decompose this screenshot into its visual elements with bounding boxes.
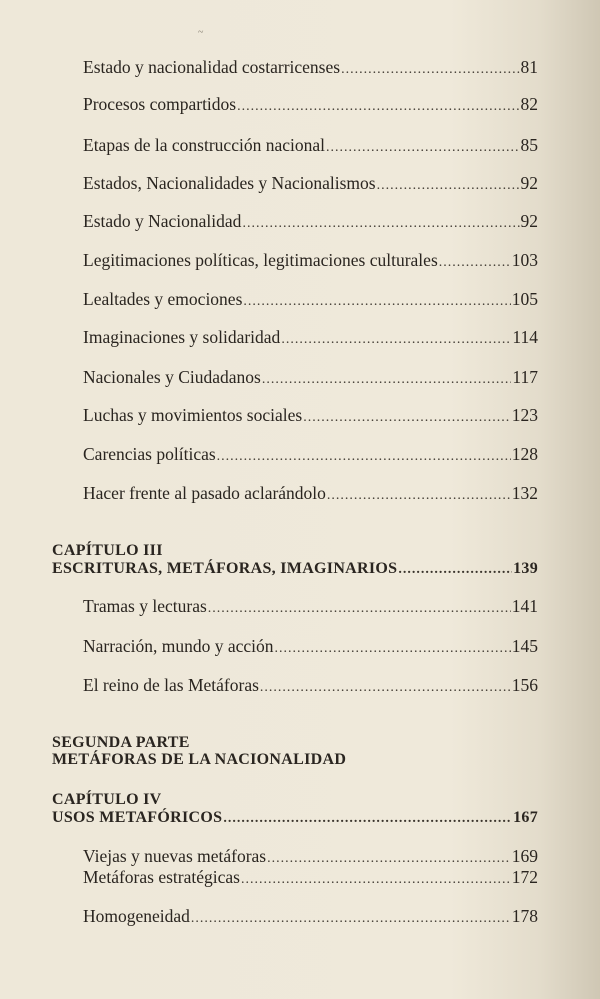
toc-entry-title: Viejas y nuevas metáforas (83, 846, 267, 866)
toc-entry-page: 141 (511, 596, 538, 616)
toc-entry-title: Etapas de la construcción nacional (83, 135, 325, 155)
toc-entry (83, 326, 538, 351)
leader-dots (241, 869, 511, 891)
toc-entry (83, 635, 538, 660)
ink-mark: ~ (198, 27, 204, 38)
toc-entry-page: 82 (520, 94, 538, 114)
chapter-title-entry (52, 807, 538, 830)
toc-entry-title: Luchas y movimientos sociales (83, 405, 303, 425)
toc-entry-title: Estado y Nacionalidad (83, 211, 242, 231)
toc-entry (83, 366, 538, 391)
toc-entry (83, 288, 538, 313)
leader-dots (341, 59, 519, 81)
toc-entry (83, 210, 538, 235)
toc-entry-title: Narración, mundo y acción (83, 636, 274, 656)
toc-entry-page: 145 (511, 636, 538, 656)
toc-entry-title: Lealtades y emociones (83, 289, 243, 309)
part-title: METÁFORAS DE LA NACIONALIDAD (52, 751, 347, 768)
toc-entry-title: Imaginaciones y solidaridad (83, 327, 281, 347)
part-label: SEGUNDA PARTE (52, 734, 190, 751)
leader-dots (303, 407, 511, 429)
toc-entry (83, 93, 538, 118)
leader-dots (281, 329, 511, 351)
toc-entry (83, 249, 538, 274)
leader-dots (243, 291, 510, 313)
toc-entry-page: 103 (511, 250, 538, 270)
toc-entry-page: 172 (511, 867, 538, 887)
leader-dots (377, 175, 520, 197)
toc-entry-title: Metáforas estratégicas (83, 867, 240, 887)
toc-entry-page: 114 (512, 327, 538, 347)
toc-entry-page: 92 (520, 211, 538, 231)
toc-entry-title: Procesos compartidos (83, 94, 237, 114)
chapter-page: 139 (513, 560, 538, 577)
leader-dots (208, 598, 511, 620)
toc-entry-page: 117 (512, 367, 538, 387)
toc-entry (83, 674, 538, 699)
toc-entry-page: 156 (511, 675, 538, 695)
leader-dots (237, 96, 519, 118)
toc-entry-title: Tramas y lecturas (83, 596, 207, 616)
leader-dots (274, 638, 510, 660)
toc-entry-title: Hacer frente al pasado aclarándolo (83, 483, 326, 503)
toc-entry (83, 443, 538, 468)
toc-entry-title: El reino de las Metáforas (83, 675, 259, 695)
toc-entry-title: Nacionales y Ciudadanos (83, 367, 261, 387)
toc-entry-title: Estados, Nacionalidades y Nacionalismos (83, 173, 376, 193)
chapter-title: ESCRITURAS, METÁFORAS, IMAGINARIOS (52, 560, 398, 577)
toc-entry-title: Estado y nacionalidad costarricenses (83, 57, 341, 77)
toc-entry (83, 482, 538, 507)
toc-entry (83, 595, 538, 620)
toc-entry (83, 172, 538, 197)
chapter-page: 167 (513, 809, 538, 826)
leader-dots (262, 369, 512, 391)
chapter-label: CAPÍTULO IV (52, 791, 162, 808)
toc-entry-page: 105 (511, 289, 538, 309)
leader-dots (260, 677, 511, 699)
leader-dots (398, 559, 512, 581)
toc-entry-page: 169 (511, 846, 538, 866)
toc-entry (83, 134, 538, 159)
chapter-label: CAPÍTULO III (52, 542, 163, 559)
toc-entry (83, 56, 538, 81)
leader-dots (223, 808, 512, 830)
toc-entry-page: 92 (520, 173, 538, 193)
chapter-title: USOS METAFÓRICOS (52, 809, 223, 826)
leader-dots (242, 213, 519, 235)
toc-entry (83, 866, 538, 891)
toc-entry-page: 128 (511, 444, 538, 464)
toc-entry-page: 123 (511, 405, 538, 425)
leader-dots (217, 446, 511, 468)
toc-entry-title: Homogeneidad (83, 906, 190, 926)
leader-dots (439, 252, 511, 274)
toc-entry-page: 132 (511, 483, 538, 503)
chapter-title-entry (52, 558, 538, 581)
leader-dots (191, 908, 511, 930)
toc-entry-page: 81 (520, 57, 538, 77)
leader-dots (327, 485, 511, 507)
toc-entry (83, 404, 538, 429)
toc-entry-title: Carencias políticas (83, 444, 216, 464)
toc-entry-page: 178 (511, 906, 538, 926)
toc-entry-page: 85 (520, 135, 538, 155)
leader-dots (326, 137, 520, 159)
toc-entry (83, 905, 538, 930)
toc-entry-title: Legitimaciones políticas, legitimaciones culturales (83, 250, 438, 270)
